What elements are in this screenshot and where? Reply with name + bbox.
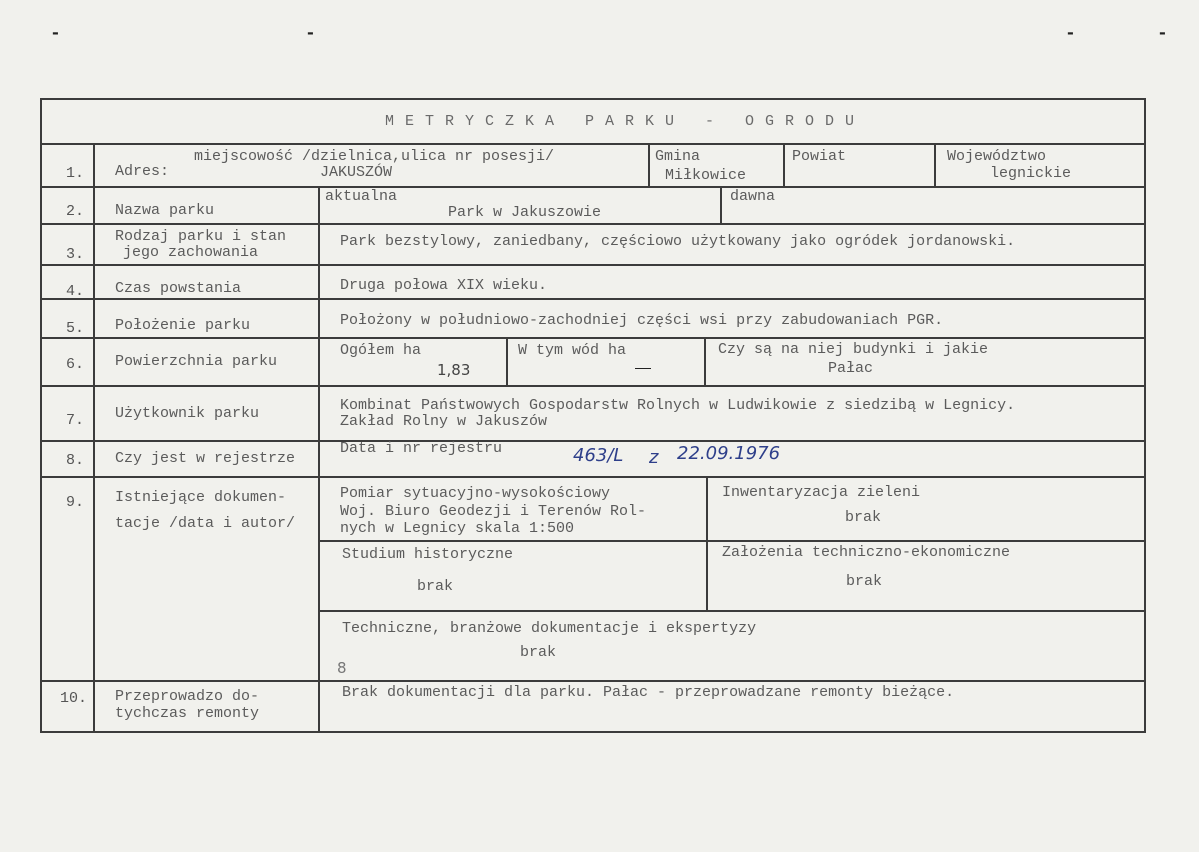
document-title: METRYCZKA PARKU - OGRODU xyxy=(385,113,866,130)
gmina-label: Gmina xyxy=(655,148,701,165)
park-type-label: Rodzaj parku i stan xyxy=(115,228,287,245)
greenery-label: Inwentaryzacja zieleni xyxy=(722,484,921,501)
docs-label: Istniejące dokumen- xyxy=(115,489,287,506)
row-number: 4. xyxy=(66,283,85,300)
register-label: Czy jest w rejestrze xyxy=(115,451,296,467)
register-caption: Data i nr rejestru xyxy=(340,440,503,457)
survey-line3: nych w Legnicy skala 1:500 xyxy=(340,520,575,537)
register-number: 463/L xyxy=(573,445,624,466)
row-number: 8. xyxy=(66,452,85,469)
address-value: JAKUSZÓW xyxy=(320,164,393,181)
user-value-line1: Kombinat Państwowych Gospodarstw Rolnych w Ludwikowie z siedzibą w Legnicy. xyxy=(340,397,1016,414)
creation-time-label: Czas powstania xyxy=(115,280,242,297)
corner-mark: - xyxy=(1065,24,1076,44)
pencil-note: 8 xyxy=(337,659,347,677)
wojewodztwo-label: Województwo xyxy=(947,148,1047,165)
gmina-value: Miłkowice xyxy=(665,167,747,184)
area-label: Powierzchnia parku xyxy=(115,353,278,370)
row-number: 9. xyxy=(66,494,85,511)
survey-line2: Woj. Biuro Geodezji i Terenów Rol- xyxy=(340,503,647,520)
greenery-value: brak xyxy=(845,509,882,526)
register-date: 22.09.1976 xyxy=(677,443,781,464)
user-label: Użytkownik parku xyxy=(115,405,260,422)
repairs-label-cont: tychczas remonty xyxy=(115,705,260,722)
creation-time-value: Druga połowa XIX wieku. xyxy=(340,277,548,294)
user-value-line2: Zakład Rolny w Jakuszów xyxy=(340,413,548,430)
repairs-value: Brak dokumentacji dla parku. Pałac - przeprowadzane remonty bieżące. xyxy=(342,684,955,701)
register-connector: z xyxy=(649,447,659,468)
park-name-label: Nazwa parku xyxy=(115,202,215,219)
park-type-value: Park bezstylowy, zaniedbany, częściowo użytkowany jako ogródek jordanowski. xyxy=(340,233,1016,250)
row-number: 6. xyxy=(66,356,85,373)
historical-value: brak xyxy=(417,578,454,595)
address-label: Adres: xyxy=(115,163,170,180)
techeco-value: brak xyxy=(846,573,883,590)
technical-value: brak xyxy=(520,644,557,661)
row-number: 2. xyxy=(66,203,85,220)
park-name-former-label: dawna xyxy=(730,188,776,205)
address-caption: miejscowość /dzielnica,ulica nr posesji/ xyxy=(194,148,555,165)
area-total-label: Ogółem ha xyxy=(340,342,422,359)
survey-line1: Pomiar sytuacyjno-wysokościowy xyxy=(340,485,611,502)
row-number: 10. xyxy=(60,690,88,707)
technical-label: Techniczne, branżowe dokumentacje i ekspertyzy xyxy=(342,620,757,637)
techeco-label: Założenia techniczno-ekonomiczne xyxy=(722,544,1011,561)
location-value: Położony w południowo-zachodniej części wsi przy zabudowaniach PGR. xyxy=(340,312,944,329)
location-label: Położenie parku xyxy=(115,317,251,334)
row-number: 1. xyxy=(66,165,85,182)
repairs-label: Przeprowadzo do- xyxy=(115,688,260,705)
row-number: 3. xyxy=(66,246,85,263)
row-number: 7. xyxy=(66,412,85,429)
row-number: 5. xyxy=(66,320,85,337)
park-name-current-label: aktualna xyxy=(325,188,398,205)
buildings-value: Pałac xyxy=(828,360,874,377)
park-name-current-value: Park w Jakuszowie xyxy=(448,204,602,221)
powiat-label: Powiat xyxy=(792,148,847,165)
historical-label: Studium historyczne xyxy=(342,546,514,563)
docs-label-cont: tacje /data i autor/ xyxy=(115,516,296,532)
corner-mark: - xyxy=(1157,24,1168,44)
area-total-value: 1,83 xyxy=(437,361,471,379)
corner-mark: - xyxy=(305,24,316,44)
area-water-dash xyxy=(635,368,651,369)
wojewodztwo-value: legnickie xyxy=(990,165,1072,182)
park-type-label-cont: jego zachowania xyxy=(123,244,259,261)
area-water-label: W tym wód ha xyxy=(518,342,627,359)
corner-mark: - xyxy=(50,24,61,44)
buildings-label: Czy są na niej budynki i jakie xyxy=(718,341,989,358)
